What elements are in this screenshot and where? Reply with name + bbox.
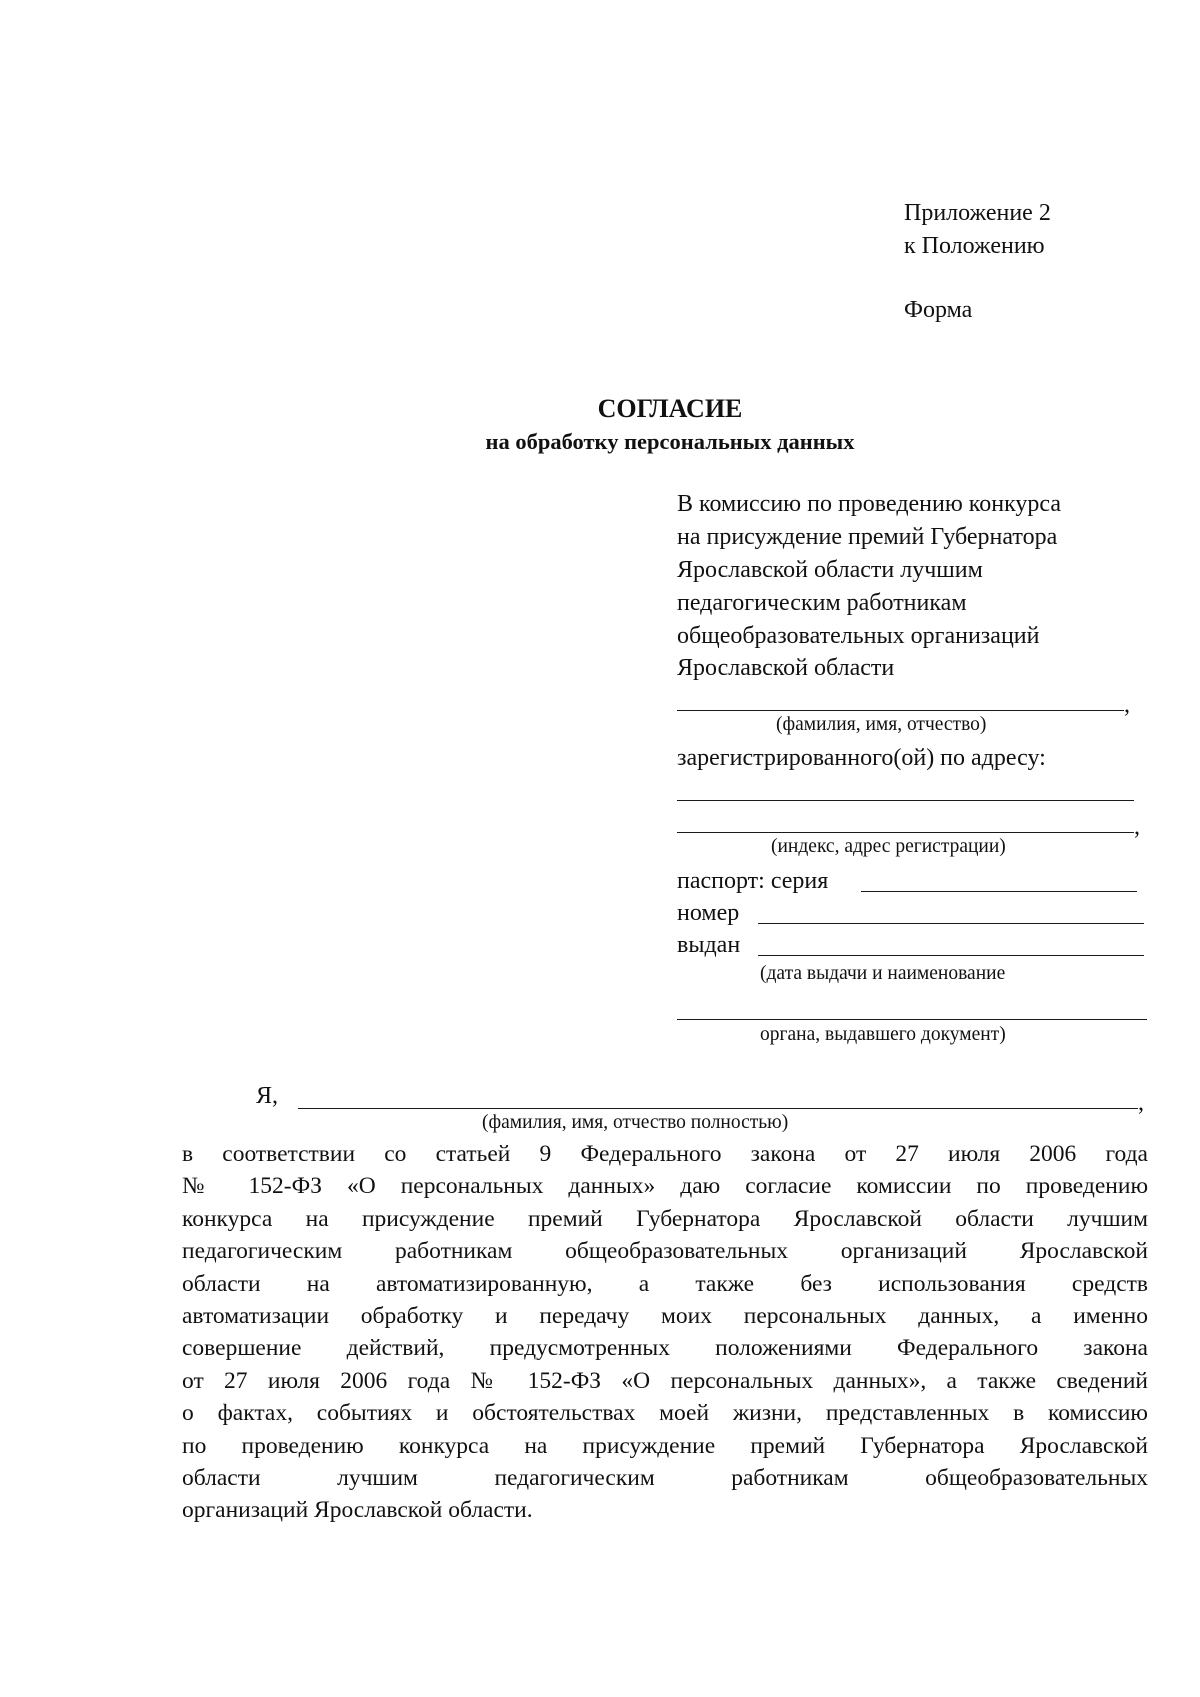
appendix-number: Приложение 2: [904, 200, 1051, 226]
fio-field-comma: ,: [1124, 692, 1130, 718]
passport-series-label: паспорт: серия: [677, 868, 829, 894]
paragraph-line: совершение действий, предусмотренных положениями Федерального закона: [182, 1335, 1148, 1362]
passport-issued-label: выдан: [677, 932, 741, 958]
paragraph-line: от 27 июля 2006 года № 152-ФЗ «О персональных данных», а также сведений: [182, 1367, 1148, 1394]
issued-hint-date: (дата выдачи и наименование: [760, 963, 1006, 984]
address-field-line-1[interactable]: [677, 800, 1134, 801]
paragraph-line: организаций Ярославской области.: [182, 1497, 533, 1524]
paragraph-line: области на автоматизированную, а также без использования средств: [182, 1270, 1148, 1297]
paragraph-line: в соответствии со статьей 9 Федерального закона от 27 июля 2006 года: [182, 1141, 1148, 1167]
issued-hint-authority: органа, выдавшего документ): [760, 1024, 1006, 1045]
issuing-authority-field[interactable]: [677, 1019, 1147, 1020]
paragraph-line: о фактах, событиях и обстоятельствах моей жизни, представленных в комиссию: [182, 1400, 1148, 1427]
full-name-field[interactable]: [298, 1108, 1138, 1109]
addressee-line: Ярославской области лучшим: [677, 557, 983, 583]
consent-paragraph: [182, 1138, 1148, 1527]
registered-label: зарегистрированного(ой) по адресу:: [677, 745, 1046, 771]
appendix-reference: к Положению: [904, 233, 1045, 259]
addressee-line: на присуждение премий Губернатора: [677, 524, 1058, 550]
full-name-hint: (фамилия, имя, отчество полностью): [482, 1112, 789, 1133]
document-title: СОГЛАСИЕ: [597, 394, 743, 423]
passport-series-field[interactable]: [861, 891, 1137, 892]
address-field-comma: ,: [1134, 814, 1140, 840]
document-subtitle: на обработку персональных данных: [485, 429, 855, 454]
form-label: Форма: [904, 297, 973, 323]
paragraph-line: педагогическим работникам общеобразовательных организаций Ярославской: [182, 1238, 1148, 1265]
full-name-comma: ,: [1138, 1090, 1144, 1116]
paragraph-line: по проведению конкурса на присуждение премий Губернатора Ярославской: [182, 1432, 1148, 1459]
fio-field-hint: (фамилия, имя, отчество): [776, 714, 987, 735]
ya-label: Я,: [256, 1083, 279, 1109]
fio-field-line[interactable]: [677, 710, 1124, 711]
addressee-line: педагогическим работникам: [677, 590, 967, 616]
address-field-hint: (индекс, адрес регистрации): [771, 836, 1006, 857]
passport-issued-field[interactable]: [758, 955, 1144, 956]
paragraph-line: конкурса на присуждение премий Губернатора Ярославской области лучшим: [182, 1205, 1148, 1232]
passport-number-field[interactable]: [758, 923, 1144, 924]
paragraph-line: автоматизации обработку и передачу моих персональных данных, а именно: [182, 1302, 1148, 1329]
paragraph-line: № 152-ФЗ «О персональных данных» даю согласие комиссии по проведению: [182, 1173, 1148, 1200]
addressee-line: Ярославской области: [677, 655, 895, 681]
passport-number-label: номер: [677, 900, 740, 926]
addressee-line: общеобразовательных организаций: [677, 623, 1040, 649]
addressee-line: В комиссию по проведению конкурса: [677, 491, 1061, 517]
address-field-line-2[interactable]: [677, 832, 1134, 833]
paragraph-line: области лучшим педагогическим работникам общеобразовательных: [182, 1464, 1148, 1491]
